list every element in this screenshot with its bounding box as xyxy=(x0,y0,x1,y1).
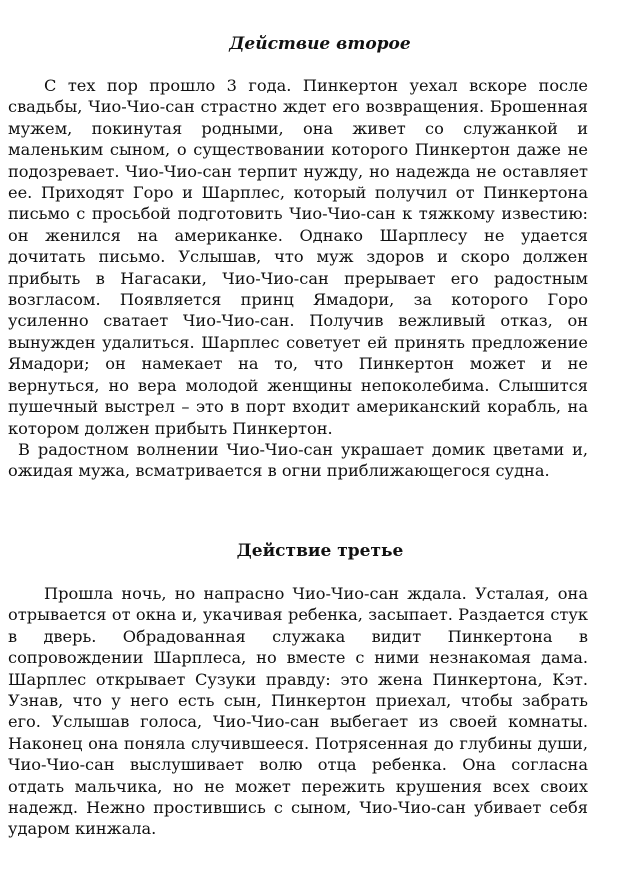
act-two-paragraph-2: В радостном волнении Чио-Чио-сан украшает домик цветами и, ожидая мужа, всматривается в огни приближающегося судна. xyxy=(8,439,588,481)
act-three-paragraph-1: Прошла ночь, но напрасно Чио-Чио-сан ждала. Усталая, она отрывается от окна и, укачивая ребенка, засыпает. Раздается стук в дверь. Обрадованная служака видит Пинкертона в сопровождении Шарплеса, но вместе с ними незнакомая дама. Шарплес открывает Сузуки правду: это жена Пинкертона, Кэт. Узнав, что у него есть сын, Пинкертон приехал, чтобы забрать его. Услышав голоса, Чио-Чио-сан выбегает из своей комнаты. Наконец она поняла случившееся. Потрясенная до глубины души, Чио-Чио-сан выслушивает волю отца ребенка. Она согласна отдать мальчика, но не может пережить крушения всех своих надежд. Нежно простившись с сыном, Чио-Чио-сан убивает себя ударом кинжала. xyxy=(8,584,588,839)
act-two-paragraph-1: С тех пор прошло 3 года. Пинкертон уехал вскоре после свадьбы, Чио-Чио-сан страстно ждет его возвращения. Брошенная мужем, покинутая родными, она живет со служанкой и маленьким сыном, о существовании которого Пинкертон даже не подозревает. Чио-Чио-сан терпит нужду, но надежда не оставляет ее. Приходят Горо и Шарплес, который получил от Пинкертона письмо с просьбой подготовить Чио-Чио-сан к тяжкому известию: он женился на американке. Однако Шарплесу не удается дочитать письмо. Услышав, что муж здоров и скоро должен прибыть в Нагасаки, Чио-Чио-сан прерывает его радостным возгласом. Появляется принц Ямадори, за которого Горо усиленно сватает Чио-Чио-сан. Получив вежливый отказ, он вынужден удалиться. Шарплес советует ей принять предложение Ямадори; он намекает на то, что Пинкертон может и не вернуться, но вера молодой женщины непоколебима. Слышится пушечный выстрел – это в порт входит американский корабль, на котором должен прибыть Пинкертон. xyxy=(8,76,588,438)
act-three-body xyxy=(8,583,588,840)
act-two-heading: Действие второе xyxy=(229,34,411,54)
act-two-body xyxy=(8,75,588,482)
act-three-heading: Действие третье xyxy=(236,541,404,561)
